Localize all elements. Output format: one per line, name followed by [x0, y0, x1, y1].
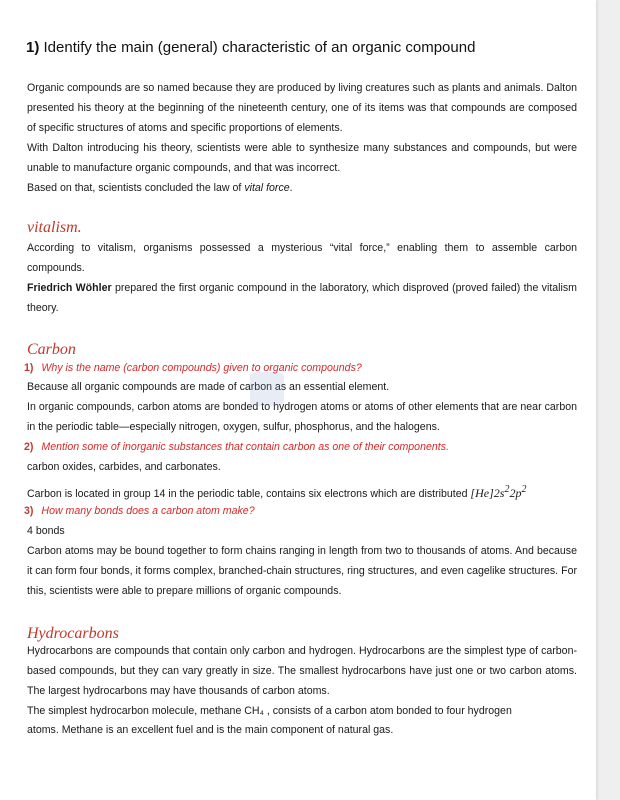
intro-p3-post: . [289, 182, 293, 194]
electron-configuration [470, 486, 526, 500]
answer-3-line-1: 4 bonds [27, 525, 65, 537]
section-title-vitalism: vitalism. [27, 219, 82, 236]
watermark-logo [250, 372, 284, 406]
intro-p3-italic: vital force [244, 182, 290, 194]
answer-2-line-1: carbon oxides, carbides, and carbonates. [27, 461, 221, 473]
config-sup-1: 2 [504, 484, 510, 495]
question-2-text: Mention some of inorganic substances that contain carbon as one of their components. [41, 441, 449, 453]
heading-text: Identify the main (general) characteristic of an organic compound [43, 39, 476, 56]
vitalism-paragraph-1: According to vitalism, organisms possessed a mysterious “vital force,” enabling them to assemble carbon compounds. [27, 242, 577, 274]
question-2-number: 2) [24, 441, 34, 453]
answer-2-line-2-text: Carbon is located in group 14 in the periodic table, contains six electrons which are distributed [27, 488, 471, 500]
hydrocarbons-paragraph-1: Hydrocarbons are compounds that contain only carbon and hydrogen. Hydrocarbons are the simplest type of carbon-based compounds, but they can vary greatly in size. The smallest hydrocarbons have just one or two carbon atoms. The largest hydrocarbons may have thousands of carbon atoms. [27, 645, 577, 697]
question-1-number: 1) [24, 362, 34, 374]
question-1-text: Why is the name (carbon compounds) given to organic compounds? [41, 362, 362, 374]
question-3-number: 3) [24, 505, 34, 517]
question-1 [24, 359, 362, 377]
config-core: [He]2s [470, 486, 505, 500]
page-title [26, 38, 586, 58]
section-title-hydrocarbons: Hydrocarbons [27, 625, 119, 642]
question-3-text: How many bonds does a carbon atom make? [41, 505, 255, 517]
answer-1-paragraph: In organic compounds, carbon atoms are bonded to hydrogen atoms or atoms of other elements that are near carbon in the periodic table—especially nitrogen, oxygen, sulfur, phosphorus, and the halogens. [27, 401, 577, 433]
hydrocarbons-paragraph-2-line-2: atoms. Methane is an excellent fuel and is the main component of natural gas. [27, 724, 394, 736]
config-sup-2: 2 [521, 484, 527, 495]
question-3 [24, 502, 255, 520]
intro-p3-pre: Based on that, scientists concluded the law of [27, 182, 245, 194]
intro-paragraph-3 [27, 178, 577, 198]
answer-1-line: Because all organic compounds are made of carbon as an essential element. [27, 381, 390, 393]
question-2 [24, 438, 449, 456]
section-title-carbon: Carbon [27, 341, 76, 358]
config-2p: 2p [509, 486, 522, 500]
wohler-name: Friedrich Wöhler [27, 282, 112, 294]
answer-2-line-2 [27, 480, 577, 504]
answer-3-paragraph: Carbon atoms may be bound together to form chains ranging in length from two to thousands of atoms. And because it can form four bonds, it forms complex, branched-chain structures, ring structures, and even cagelike structures. For this, scientists were able to prepare millions of organic compounds. [27, 545, 577, 597]
intro-paragraph-2: With Dalton introducing his theory, scientists were able to synthesize many substances and compounds, but were unable to manufacture organic compounds, and that was incorrect. [27, 142, 577, 174]
hydrocarbons-paragraph-2-line-1: The simplest hydrocarbon molecule, methane CH₄ , consists of a carbon atom bonded to four hydrogen [27, 705, 512, 717]
vitalism-paragraph-2 [27, 278, 577, 318]
intro-paragraph-1: Organic compounds are so named because they are produced by living creatures such as plants and animals. Dalton presented his theory at the beginning of the nineteenth century, one of its items was that compounds are composed of specific structures of atoms and specific proportions of elements. [27, 82, 577, 134]
vitalism-p2-rest: prepared the first organic compound in the laboratory, which disproved (proved failed) the vitalism theory. [27, 282, 578, 314]
heading-number: 1) [26, 39, 40, 56]
